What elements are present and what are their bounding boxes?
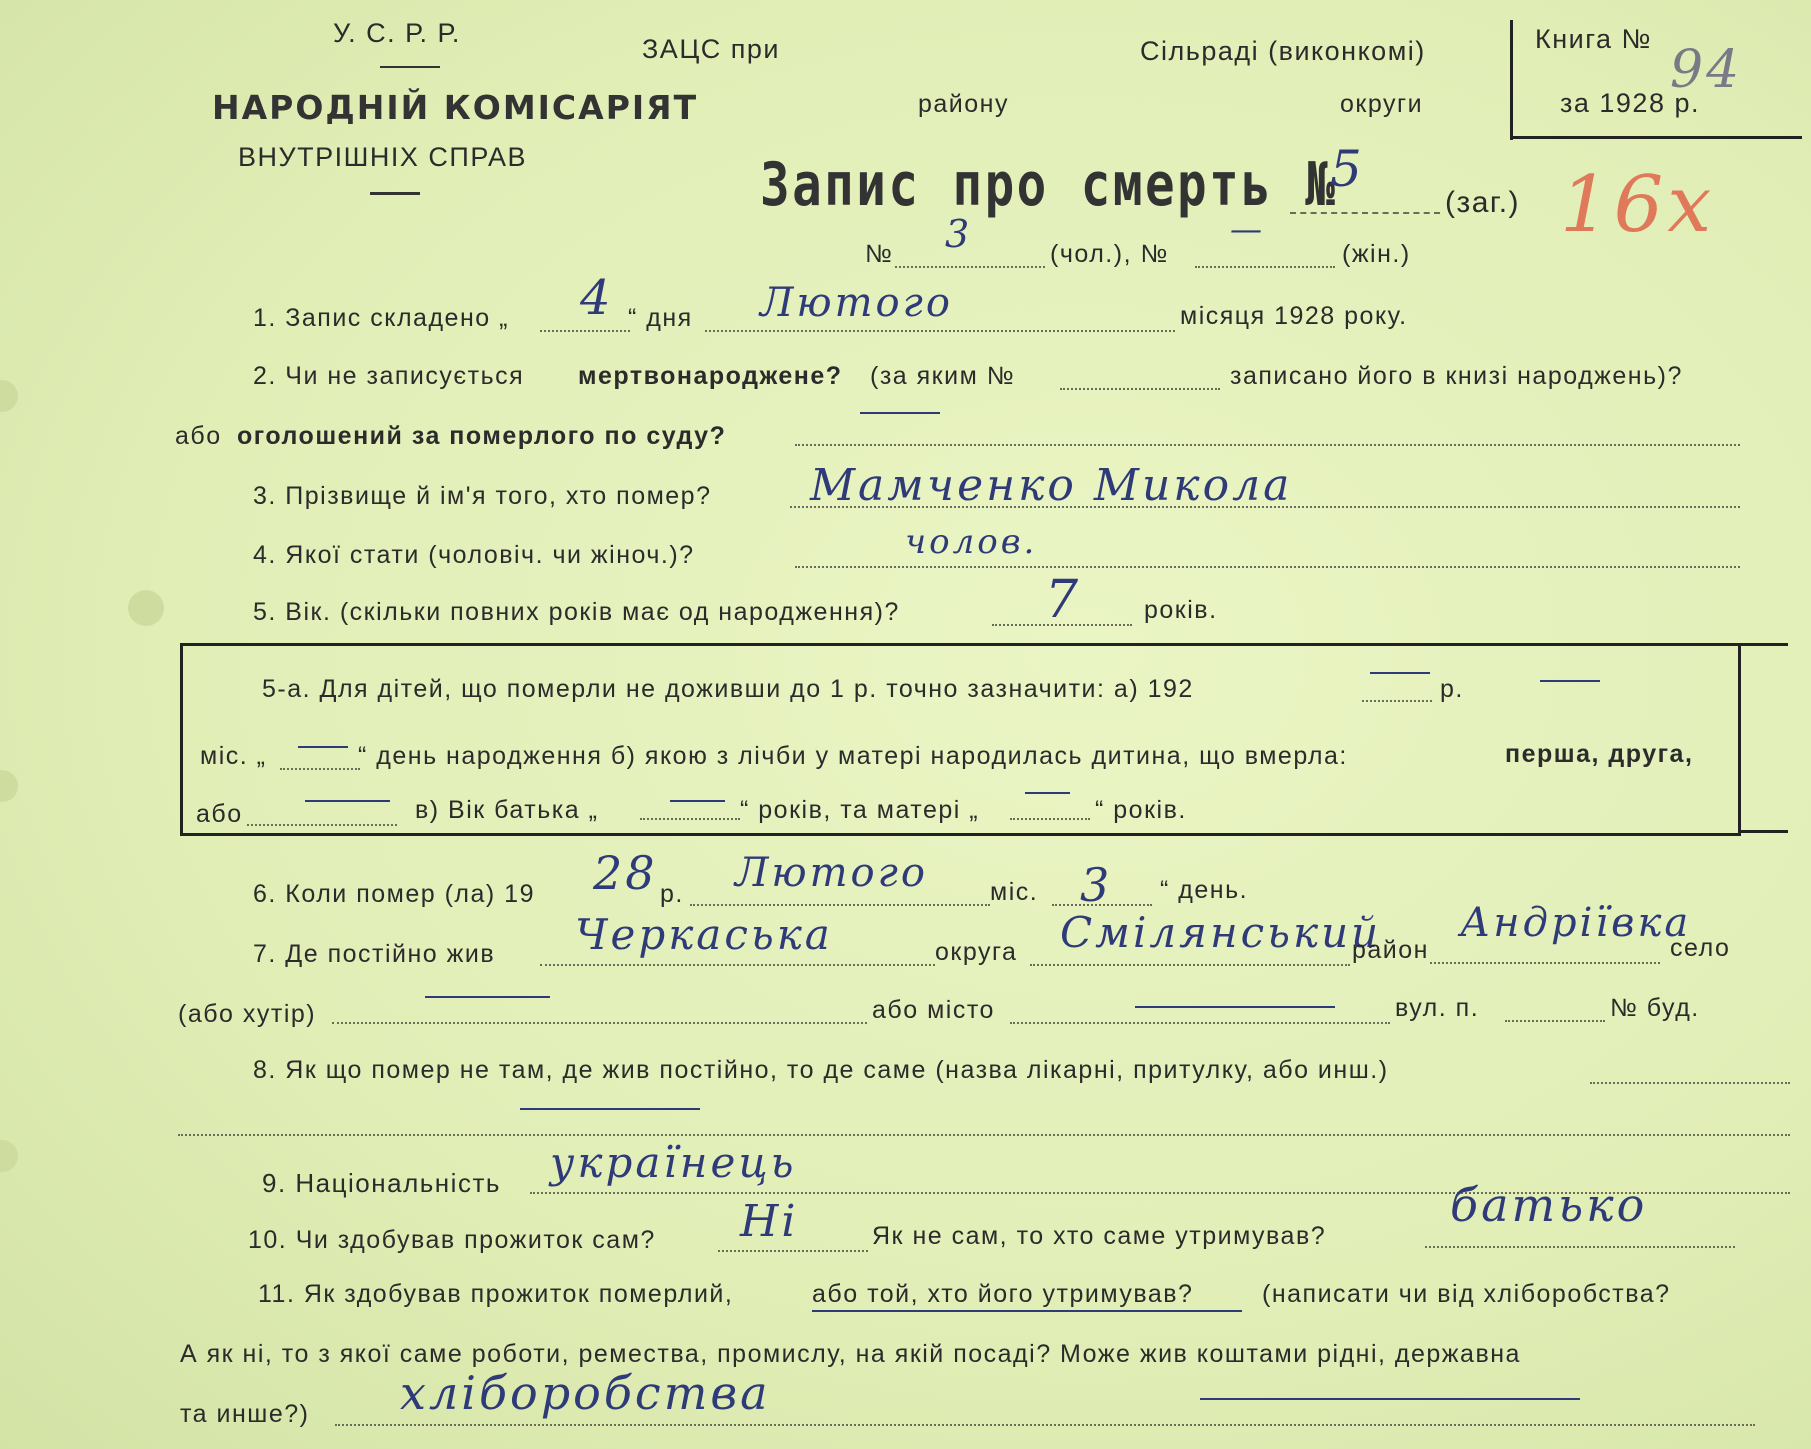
q1-month-line <box>705 330 1175 332</box>
q5a-line1-end: р. <box>1440 675 1464 703</box>
q10-value: Ні <box>740 1196 799 1247</box>
q3-value: Мамченко Микола <box>810 460 1293 511</box>
q2-a: 2. Чи не записується <box>253 362 525 390</box>
q5-line <box>992 624 1132 626</box>
q7-okruga: округа <box>935 938 1018 966</box>
female-number-line <box>1195 266 1335 268</box>
q5a-year-dash <box>1370 672 1430 674</box>
q7-selo: село <box>1670 934 1731 962</box>
q6-r: р. <box>660 880 684 908</box>
q10-b: Як не сам, то хто саме утримував? <box>872 1222 1327 1250</box>
infant-box-ext-line <box>1738 643 1788 646</box>
q5a-order-dash <box>305 800 390 802</box>
q5a-mother-dash <box>1025 792 1070 794</box>
q10-value2: батько <box>1450 1178 1648 1232</box>
infant-box-ext-line <box>1738 830 1788 833</box>
record-number-line <box>1290 212 1440 214</box>
q7-okrug-value: Черкаська <box>575 910 833 959</box>
q6-mis: міс. <box>990 878 1039 906</box>
q5a-year-line <box>1362 700 1432 702</box>
male-label: (чол.), № <box>1050 240 1169 268</box>
q8-line-1 <box>1590 1082 1790 1084</box>
book-box-bottom-border <box>1512 136 1802 139</box>
q11-line3: та инше?) <box>180 1400 310 1428</box>
q2-f: оголошений за померлого по суду? <box>237 422 727 450</box>
q11-dash <box>1200 1398 1580 1400</box>
q7-rayon-value: Смілянський <box>1060 908 1382 957</box>
q11-value: хліборобства <box>400 1366 771 1420</box>
q7b-vul: вул. п. <box>1395 994 1480 1022</box>
male-num-label: № <box>865 240 894 268</box>
q10-line <box>718 1250 868 1252</box>
q7-rayon: район <box>1352 936 1429 964</box>
council-label: Сільраді (виконкомі) <box>1140 36 1426 66</box>
q5a-line3d: “ років. <box>1095 796 1187 824</box>
q6-den: “ день. <box>1160 876 1249 904</box>
q5a-mother-line <box>1010 818 1090 820</box>
q11-c: (написати чи від хліборобства? <box>1262 1280 1671 1308</box>
q5a-line2a: міс. „ <box>200 742 267 770</box>
q5-value: 7 <box>1045 570 1082 630</box>
q5a-month-line <box>280 768 360 770</box>
q5a-line2c: перша, друга, <box>1505 740 1694 768</box>
punch-hole <box>128 590 164 626</box>
punch-hole <box>0 1140 18 1172</box>
year-label: за 1928 р. <box>1560 88 1700 118</box>
q5a-line2b: “ день народження б) якою з лічби у матері народилась дитина, що вмерла: <box>358 742 1348 770</box>
q2-e: або <box>175 422 222 450</box>
q7b-label: (або хутір) <box>178 1000 317 1028</box>
q5-label: 5. Вік. (скільки повних років має од народження)? <box>253 598 900 626</box>
male-number-line <box>895 266 1045 268</box>
q7-label: 7. Де постійно жив <box>253 940 496 968</box>
q3-label: 3. Прізвище й ім'я того, хто помер? <box>253 482 712 510</box>
q9-label: 9. Національність <box>262 1168 501 1198</box>
q6-month-line <box>690 904 990 906</box>
q6-month-value: Лютого <box>735 850 928 896</box>
q8-line-2 <box>178 1134 1790 1136</box>
q2-c: (за яким № <box>870 362 1016 390</box>
q11-line2: А як ні, то з якої саме роботи, ремества, промислу, на якій посаді? Може жив коштами рідні, державна <box>180 1340 1521 1368</box>
q5a-line3a: або <box>196 800 243 828</box>
q4-label: 4. Якої стати (чоловіч. чи жіноч.)? <box>253 541 695 569</box>
district-label: району <box>918 90 1009 118</box>
q2-dash-mark <box>860 412 940 414</box>
q11-b: або той, хто його утримував? <box>812 1280 1194 1308</box>
record-number: 5 <box>1330 140 1365 198</box>
q4-value: чолов. <box>905 522 1038 562</box>
republic-label: У. С. Р. Р. <box>333 18 461 48</box>
okrug-label: округи <box>1340 90 1424 118</box>
q11-b-underline <box>812 1310 1242 1312</box>
zags-label: ЗАЦС при <box>642 34 781 64</box>
q5-suffix: років. <box>1144 596 1218 624</box>
q7b-misto: або місто <box>872 996 995 1024</box>
ministry-title: НАРОДНІЙ КОМІСАРІЯТ <box>212 88 699 127</box>
q1-month-value: Лютого <box>760 280 953 326</box>
q1-day-line <box>540 330 630 332</box>
q2-answer-line <box>795 444 1740 446</box>
q5a-line3c: “ років, та матері „ <box>740 796 980 824</box>
female-number: — <box>1230 210 1265 248</box>
q7-village-value: Андріївка <box>1460 900 1692 946</box>
ministry-subtitle: ВНУТРІШНІХ СПРАВ <box>238 142 528 172</box>
q2-number-line <box>1060 388 1220 390</box>
q1-suffix: місяця 1928 року. <box>1180 302 1408 330</box>
q5a-line1: 5-а. Для дітей, що померли не доживши до 1 р. точно зазначити: а) 192 <box>262 675 1194 703</box>
q1-day-value: 4 <box>580 270 614 326</box>
q5a-month-dash <box>298 746 348 748</box>
q10-line2 <box>1425 1246 1735 1248</box>
q6-day-line <box>1052 904 1152 906</box>
q8-label: 8. Як що помер не там, де жив постійно, то де саме (назва лікарні, притулку, або инш.) <box>253 1056 1389 1084</box>
book-box-left-border <box>1510 20 1513 140</box>
q6-year-value: 28 <box>593 846 658 900</box>
q7-okrug-line <box>540 964 935 966</box>
q2-b: мертвонароджене? <box>578 362 843 390</box>
q7b-khutir-dash <box>425 996 550 998</box>
general-label: (заг.) <box>1445 186 1521 219</box>
q4-line <box>795 566 1740 568</box>
q3-line <box>790 506 1740 508</box>
q7b-khutir-line <box>332 1022 867 1024</box>
book-number: 94 <box>1670 40 1743 100</box>
q5a-order-line <box>247 824 397 826</box>
q8-dash <box>520 1108 700 1110</box>
female-label: (жін.) <box>1342 240 1411 268</box>
record-title: Запис про смерть № <box>760 150 1338 220</box>
q5a-line3b: в) Вік батька „ <box>415 796 599 824</box>
q5a-father-dash <box>670 800 725 802</box>
red-archive-mark: 16x <box>1560 160 1716 250</box>
punch-hole <box>0 770 18 802</box>
book-label: Книга № <box>1535 24 1652 54</box>
q10-label: 10. Чи здобував прожиток сам? <box>248 1226 656 1254</box>
q5a-extra-dash <box>1540 680 1600 682</box>
punch-hole <box>0 380 18 412</box>
header-divider <box>380 66 440 68</box>
q1-prefix: 1. Запис складено „ <box>253 304 509 332</box>
q9-value: українець <box>550 1138 797 1187</box>
q6-day-value: 3 <box>1080 858 1113 912</box>
male-number: 3 <box>945 212 973 256</box>
q5a-father-line <box>640 818 740 820</box>
q7b-bud: № буд. <box>1610 994 1700 1022</box>
q7-rayon-line <box>1030 964 1350 966</box>
q7-village-line <box>1430 962 1660 964</box>
q7b-vul-line <box>1505 1020 1605 1022</box>
header-divider <box>370 192 420 195</box>
q2-d: записано його в книзі народжень)? <box>1230 362 1683 390</box>
q7b-misto-line <box>1010 1022 1390 1024</box>
q1-mid: “ дня <box>628 304 693 332</box>
q11-line <box>335 1424 1755 1426</box>
q7b-misto-dash <box>1135 1006 1335 1008</box>
q6-label: 6. Коли помер (ла) 19 <box>253 880 535 908</box>
q11-label: 11. Як здобував прожиток померлий, <box>258 1280 734 1308</box>
